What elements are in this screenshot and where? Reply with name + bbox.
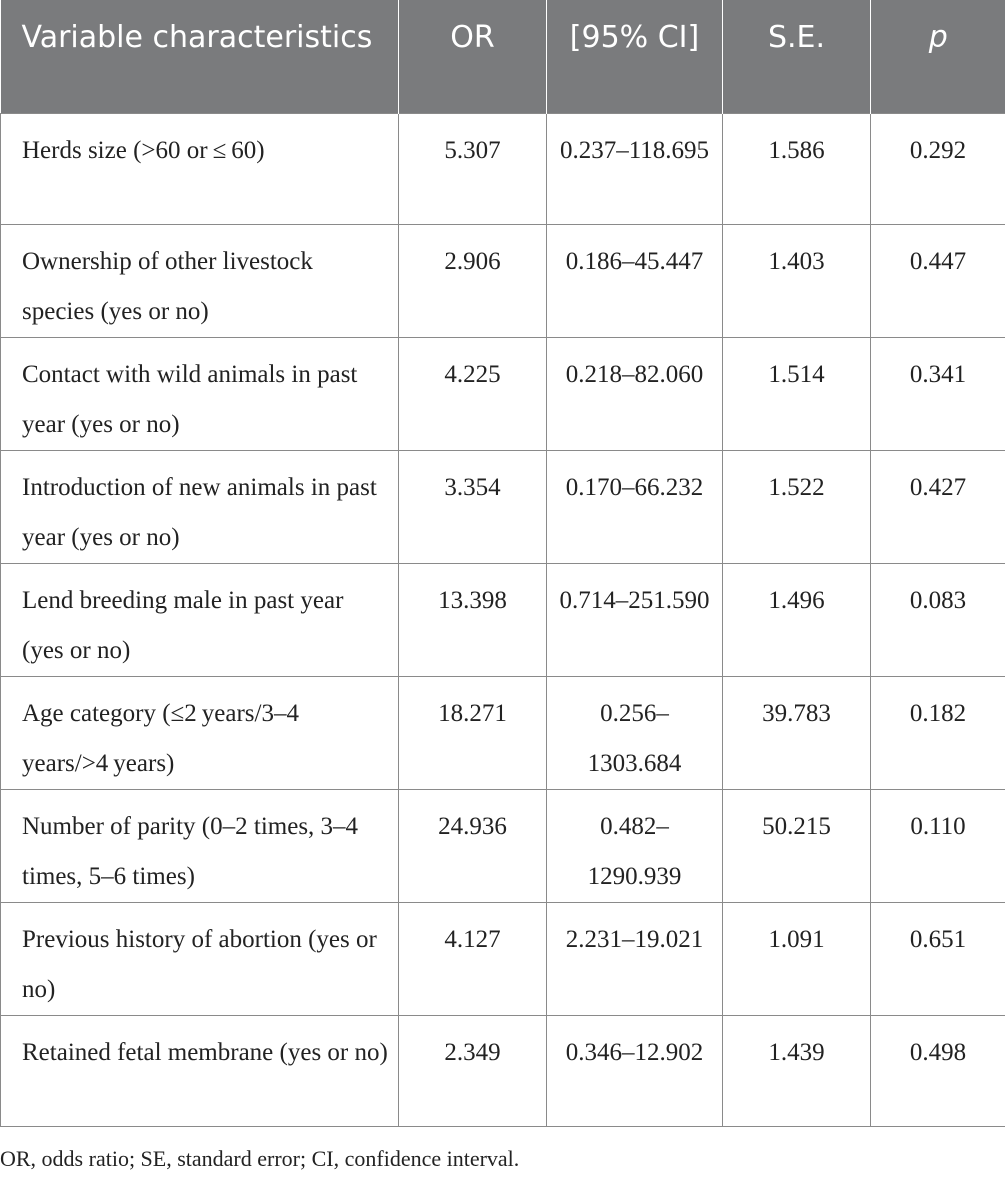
cell-variable: Previous history of abortion (yes or no) [1,902,399,1015]
cell-p: 0.427 [871,450,1005,563]
cell-variable: Age category (≤2 years/3–4 years/>4 years) [1,676,399,789]
table-row [1,337,1005,450]
cell-variable: Retained fetal membrane (yes or no) [1,1015,399,1126]
header-row [1,0,1005,113]
header-or: OR [399,0,547,113]
cell-se: 1.091 [723,902,871,1015]
cell-p: 0.110 [871,789,1005,902]
cell-ci: 0.186–45.447 [547,224,723,337]
cell-ci: 0.218–82.060 [547,337,723,450]
cell-se: 39.783 [723,676,871,789]
cell-ci: 2.231–19.021 [547,902,723,1015]
cell-or: 3.354 [399,450,547,563]
cell-p: 0.447 [871,224,1005,337]
cell-se: 1.514 [723,337,871,450]
cell-se: 1.522 [723,450,871,563]
cell-ci: 0.482–1290.939 [547,789,723,902]
cell-p: 0.498 [871,1015,1005,1126]
cell-variable: Contact with wild animals in past year (yes or no) [1,337,399,450]
cell-variable: Number of parity (0–2 times, 3–4 times, 5–6 times) [1,789,399,902]
cell-ci: 0.170–66.232 [547,450,723,563]
table-body [1,113,1005,1126]
cell-or: 18.271 [399,676,547,789]
cell-variable: Ownership of other livestock species (yes or no) [1,224,399,337]
table-row [1,224,1005,337]
table-row [1,450,1005,563]
cell-se: 1.403 [723,224,871,337]
cell-se: 1.496 [723,563,871,676]
header-se: S.E. [723,0,871,113]
header-p [871,0,1005,113]
header-ci: [95% CI] [547,0,723,113]
table-row [1,113,1005,224]
cell-ci: 0.256–1303.684 [547,676,723,789]
table-footnote: OR, odds ratio; SE, standard error; CI, confidence interval. [0,1146,520,1171]
table-row [1,902,1005,1015]
cell-p: 0.182 [871,676,1005,789]
cell-se: 50.215 [723,789,871,902]
cell-ci: 0.346–12.902 [547,1015,723,1126]
cell-or: 4.127 [399,902,547,1015]
cell-p: 0.341 [871,337,1005,450]
cell-or: 24.936 [399,789,547,902]
cell-or: 13.398 [399,563,547,676]
header-variable: Variable characteristics [1,0,399,113]
table-row [1,1015,1005,1126]
cell-se: 1.439 [723,1015,871,1126]
cell-or: 4.225 [399,337,547,450]
cell-ci: 0.714–251.590 [547,563,723,676]
cell-or: 5.307 [399,113,547,224]
table-row [1,563,1005,676]
cell-or: 2.906 [399,224,547,337]
cell-variable: Introduction of new animals in past year (yes or no) [1,450,399,563]
cell-ci: 0.237–118.695 [547,113,723,224]
cell-p: 0.292 [871,113,1005,224]
table-row [1,789,1005,902]
header-p-label: p [928,20,948,55]
cell-p: 0.083 [871,563,1005,676]
cell-p: 0.651 [871,902,1005,1015]
table-header [1,0,1005,113]
cell-variable: Lend breeding male in past year (yes or no) [1,563,399,676]
cell-se: 1.586 [723,113,871,224]
table-row [1,676,1005,789]
cell-or: 2.349 [399,1015,547,1126]
cell-variable: Herds size (>60 or ≤ 60) [1,113,399,224]
